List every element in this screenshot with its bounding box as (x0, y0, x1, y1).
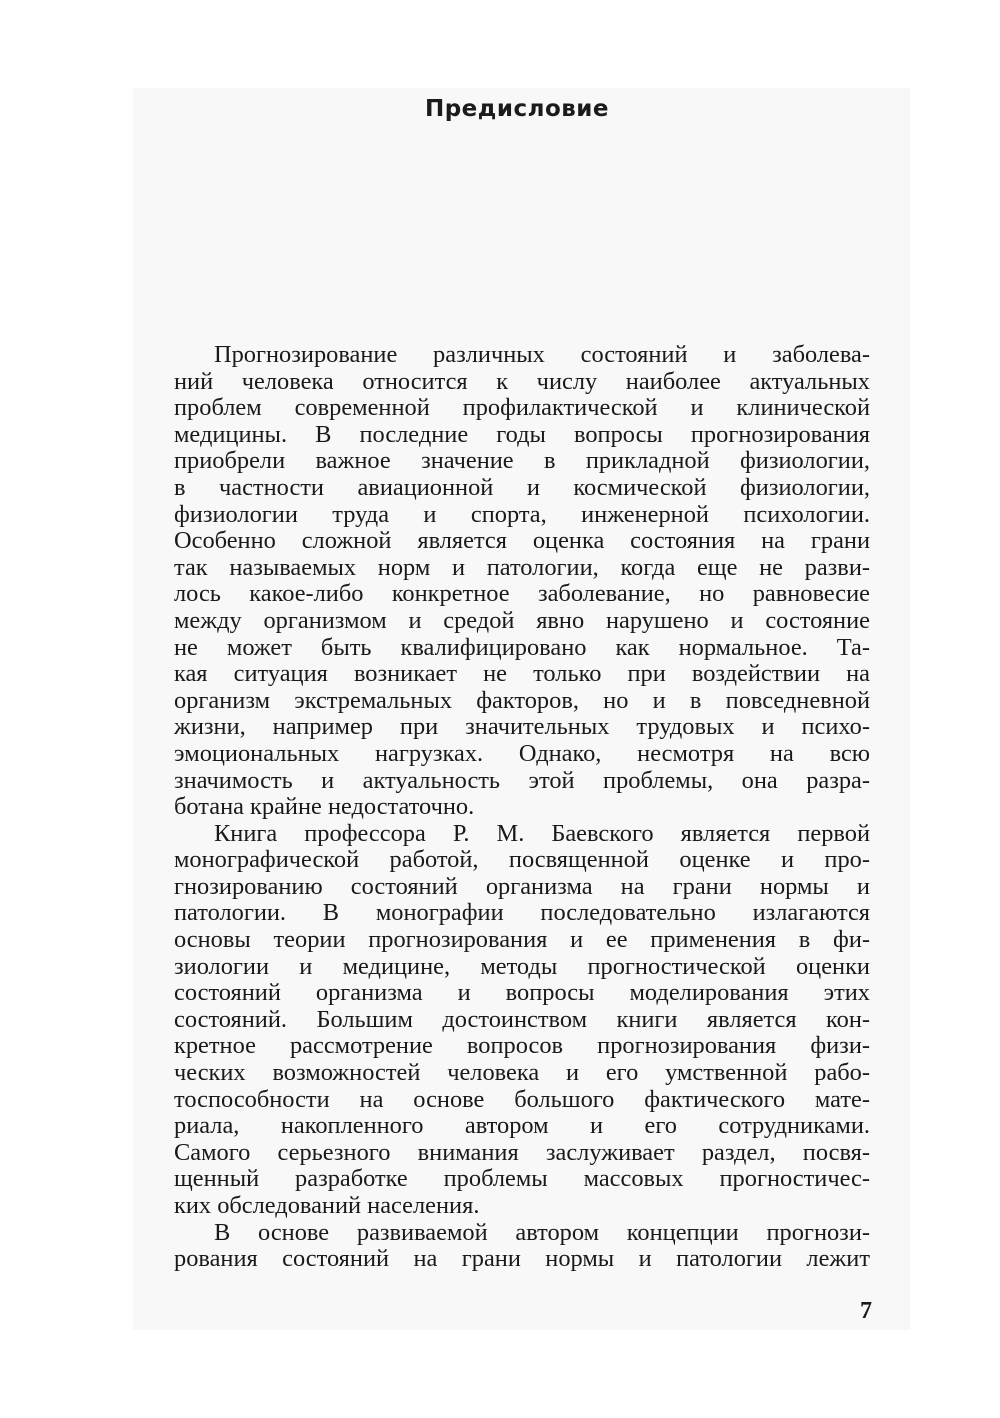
text-line: Самого серьезного внимания заслуживает раздел, посвя- (174, 1138, 870, 1166)
text-line: гнозированию состояний организма на грани нормы и (174, 872, 870, 900)
text-line: состояний организма и вопросы моделирования этих (174, 979, 870, 1007)
text-line: значимость и актуальность этой проблемы, она разра- (174, 766, 870, 794)
text-line: патологии. В монографии последовательно излагаются (174, 899, 870, 927)
text-line: Книга профессора Р. М. Баевского является первой (214, 819, 870, 847)
text-line: приобрели важное значение в прикладной физиологии, (174, 447, 870, 475)
paragraph-2 (174, 821, 870, 1220)
text-line: щенный разработке проблемы массовых прогностичес- (174, 1165, 870, 1193)
text-line: кая ситуация возникает не только при воздействии на (174, 660, 870, 688)
page-number: 7 (860, 1298, 872, 1324)
text-line: медицины. В последние годы вопросы прогнозирования (174, 420, 870, 448)
text-line: состояний. Большим достоинством книги является кон- (174, 1005, 870, 1033)
text-line: зиологии и медицине, методы прогностической оценки (174, 952, 870, 980)
text-line: в частности авиационной и космической физиологии, (174, 473, 870, 501)
text-line: В основе развиваемой автором концепции прогнози- (214, 1218, 870, 1246)
text-line: монографической работой, посвященной оценке и про- (174, 846, 870, 874)
text-line: риала, накопленного автором и его сотрудниками. (174, 1112, 870, 1140)
paragraph-1 (174, 342, 870, 821)
text-line: организм экстремальных факторов, но и в повседневной (174, 686, 870, 714)
text-line: лось какое-либо конкретное заболевание, но равновесие (174, 580, 870, 608)
text-line: рования состояний на грани нормы и патологии лежит (174, 1245, 870, 1273)
text-line: Особенно сложной является оценка состояния на грани (174, 527, 870, 555)
text-line: между организмом и средой явно нарушено и состояние (174, 606, 870, 634)
text-line: основы теории прогнозирования и ее применения в фи- (174, 926, 870, 954)
paragraph-3 (174, 1220, 870, 1273)
text-line: проблем современной профилактической и клинической (174, 394, 870, 422)
text-line: ний человека относится к числу наиболее актуальных (174, 367, 870, 395)
text-line: эмоциональных нагрузках. Однако, несмотря на всю (174, 739, 870, 767)
text-line: Прогнозирование различных состояний и заболева- (214, 341, 870, 368)
text-line: не может быть квалифицировано как нормальное. Та- (174, 633, 870, 661)
text-line: ческих возможностей человека и его умственной рабо- (174, 1059, 870, 1087)
body-text (174, 342, 870, 1273)
text-line: так называемых норм и патологии, когда еще не разви- (174, 553, 870, 581)
page-title: Предисловие (424, 96, 610, 122)
text-line: жизни, например при значительных трудовых и психо- (174, 713, 870, 741)
text-line: кретное рассмотрение вопросов прогнозирования физи- (174, 1032, 870, 1060)
text-line: ботана крайне недостаточно. (174, 793, 475, 821)
text-line: ких обследований населения. (174, 1192, 480, 1219)
text-line: тоспособности на основе большого фактического мате- (174, 1085, 870, 1113)
text-line: физиологии труда и спорта, инженерной психологии. (174, 500, 870, 528)
